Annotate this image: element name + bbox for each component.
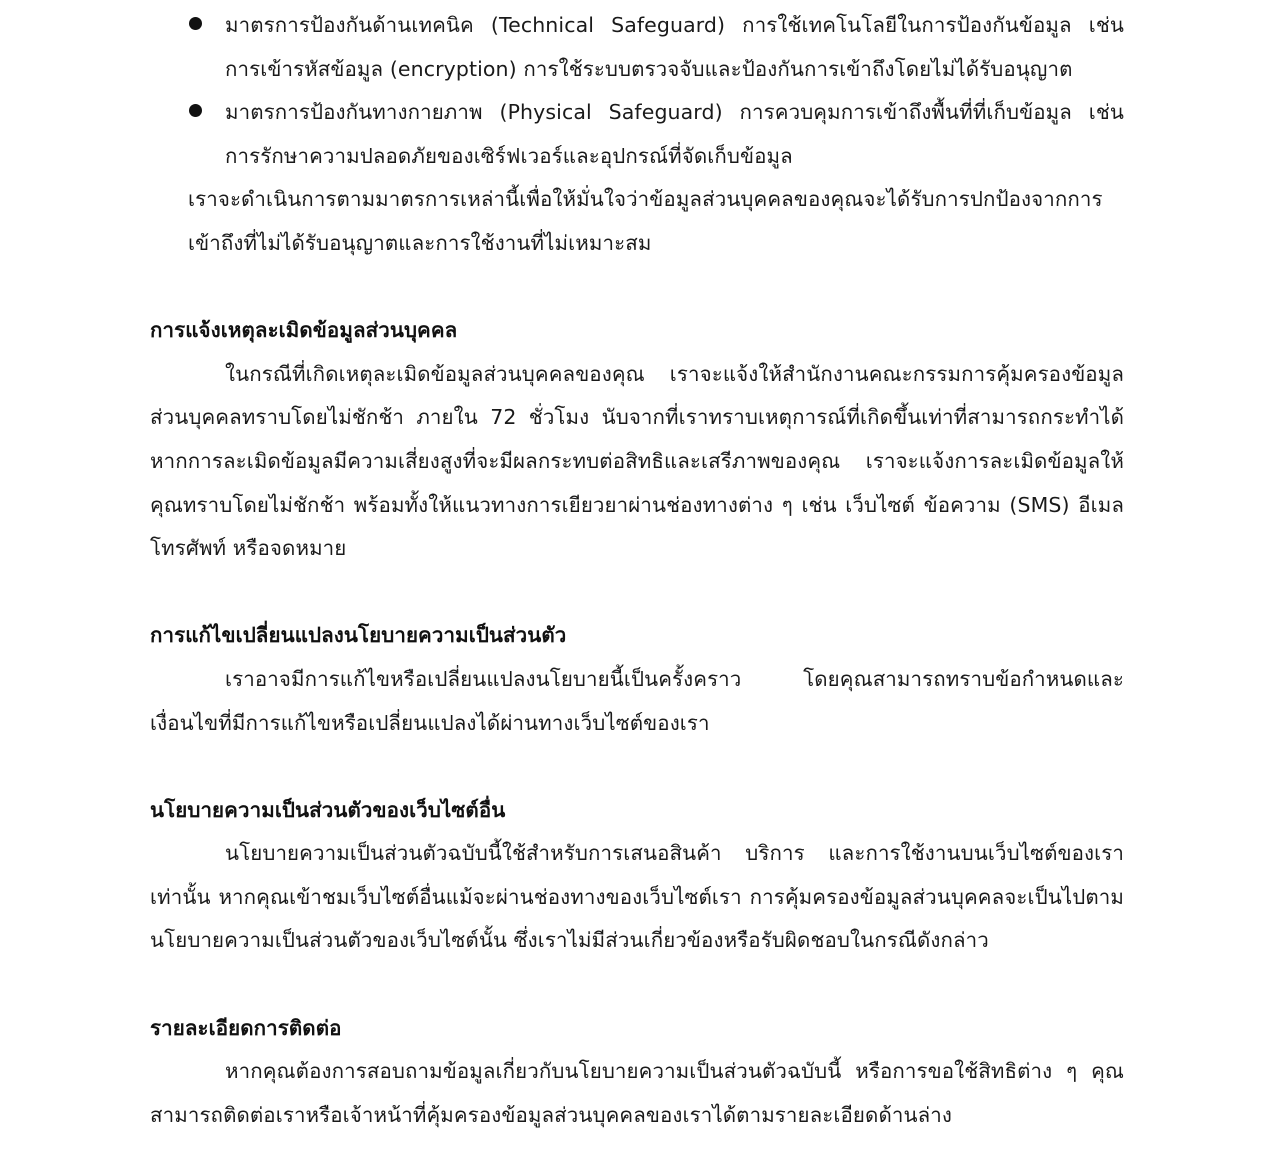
section-breach-notification: [150, 309, 1124, 571]
list-item: [150, 91, 1124, 178]
section-title: การแก้ไขเปลี่ยนแปลงนโยบายความเป็นส่วนตัว: [150, 623, 567, 648]
section-body: ในกรณีที่เกิดเหตุละเมิดข้อมูลส่วนบุคคลของคุณ เราจะแจ้งให้สำนักงานคณะกรรมการคุ้มครองข้อมูลส่วนบุคคลทราบโดยไม่ชักช้า ภายใน 72 ชั่วโมง นับจากที่เราทราบเหตุการณ์ที่เกิดขึ้นเท่าที่สามารถกระทำได้ หากการละเมิดข้อมูลมีความเสี่ยงสูงที่จะมีผลกระทบต่อสิทธิและเสรีภาพของคุณ เราจะแจ้งการละเมิดข้อมูลให้คุณทราบโดยไม่ชักช้า พร้อมทั้งให้แนวทางการเยียวยาผ่านช่องทางต่าง ๆ เช่น เว็บไซต์ ข้อความ (SMS) อีเมล โทรศัพท์ หรือจดหมาย: [150, 361, 1124, 561]
bullet-icon: [189, 104, 202, 117]
section-title: การแจ้งเหตุละเมิดข้อมูลส่วนบุคคล: [150, 318, 458, 343]
section-body: หากคุณต้องการสอบถามข้อมูลเกี่ยวกับนโยบายความเป็นส่วนตัวฉบับนี้ หรือการขอใช้สิทธิต่าง ๆ คุณสามารถติดต่อเราหรือเจ้าหน้าที่คุ้มครองข้อมูลส่วนบุคคลของเราได้ตามรายละเอียดด้านล่าง: [150, 1059, 1124, 1127]
section-other-websites: [150, 789, 1124, 963]
bullet-icon: [189, 17, 202, 30]
safeguard-list: [150, 4, 1124, 178]
safeguard-physical-text: มาตรการป้องกันทางกายภาพ (Physical Safeguard) การควบคุมการเข้าถึงพื้นที่ที่เก็บข้อมูล เช่น การรักษาความปลอดภัยของเซิร์ฟเวอร์และอุปกรณ์ที่จัดเก็บข้อมูล: [225, 100, 1124, 168]
section-title: นโยบายความเป็นส่วนตัวของเว็บไซต์อื่น: [150, 797, 506, 822]
section-contact-details: [150, 1007, 1124, 1138]
list-item: [150, 4, 1124, 91]
section-body: เราอาจมีการแก้ไขหรือเปลี่ยนแปลงนโยบายนี้เป็นครั้งคราว โดยคุณสามารถทราบข้อกำหนดและเงื่อนไขที่มีการแก้ไขหรือเปลี่ยนแปลงได้ผ่านทางเว็บไซต์ของเรา: [150, 666, 1124, 735]
section-policy-changes: [150, 614, 1124, 745]
safeguards-closing-paragraph: เราจะดำเนินการตามมาตรการเหล่านี้เพื่อให้มั่นใจว่าข้อมูลส่วนบุคคลของคุณจะได้รับการปกป้องจากการเข้าถึงที่ไม่ได้รับอนุญาตและการใช้งานที่ไม่เหมาะสม: [188, 187, 1103, 255]
section-title: รายละเอียดการติดต่อ: [150, 1015, 342, 1040]
section-body: นโยบายความเป็นส่วนตัวฉบับนี้ใช้สำหรับการเสนอสินค้า บริการ และการใช้งานบนเว็บไซต์ของเราเท่านั้น หากคุณเข้าชมเว็บไซต์อื่นแม้จะผ่านช่องทางของเว็บไซต์เรา การคุ้มครองข้อมูลส่วนบุคคลจะเป็นไปตามนโยบายความเป็นส่วนตัวของเว็บไซต์นั้น ซึ่งเราไม่มีส่วนเกี่ยวข้องหรือรับผิดชอบในกรณีดังกล่าว: [150, 841, 1124, 953]
safeguard-technical-text: มาตรการป้องกันด้านเทคนิค (Technical Safeguard) การใช้เทคโนโลยีในการป้องกันข้อมูล เช่น การเข้ารหัสข้อมูล (encryption) การใช้ระบบตรวจจับและป้องกันการเข้าถึงโดยไม่ได้รับอนุญาต: [225, 13, 1124, 81]
document-content: [150, 4, 1124, 1137]
